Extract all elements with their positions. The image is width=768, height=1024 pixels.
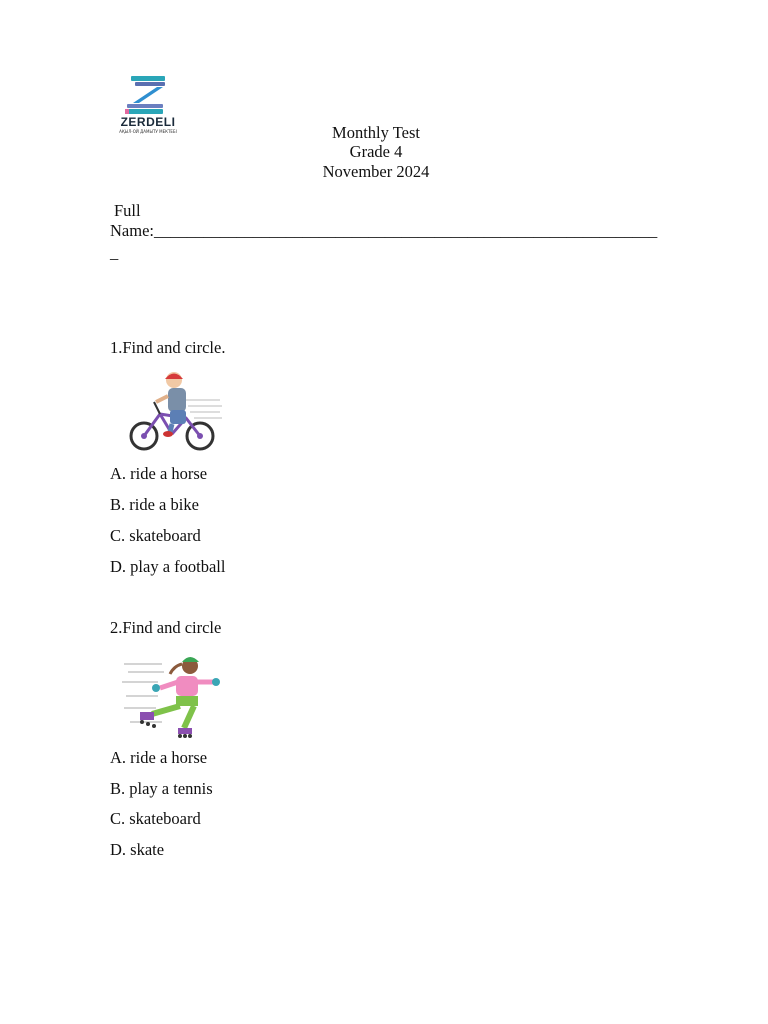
question-2-prompt: 2.Find and circle (110, 618, 222, 637)
question-1-prompt: 1.Find and circle. (110, 338, 226, 357)
q2-option-d[interactable]: D. skate (110, 840, 165, 859)
q2-option-a[interactable]: A. ride a horse (110, 748, 208, 767)
grade-label: Grade 4 (349, 142, 403, 161)
boy-riding-bike-icon (124, 370, 224, 456)
name-line-trailing: _ (110, 243, 119, 262)
girl-roller-skating-icon (122, 652, 232, 740)
q1-option-c[interactable]: C. skateboard (110, 526, 201, 545)
q2-option-c[interactable]: C. skateboard (110, 809, 201, 828)
q2-option-b[interactable]: B. play a tennis (110, 779, 213, 798)
name-input-line[interactable]: Name:_____________________________________________________________ (110, 221, 658, 240)
name-label-full: Full (114, 201, 141, 220)
logo-text: ZERDELI (120, 115, 176, 129)
q1-option-a[interactable]: A. ride a horse (110, 464, 208, 483)
books-logo-icon (117, 74, 181, 116)
q1-option-d[interactable]: D. play a football (110, 557, 226, 576)
logo-subtext: АҚЫЛ-ОЙ ДАМЫТУ МЕКТЕБІ (119, 129, 177, 134)
skater-image (122, 652, 232, 740)
bike-rider-image (124, 370, 224, 456)
test-date: November 2024 (322, 162, 430, 181)
q1-option-b[interactable]: B. ride a bike (110, 495, 199, 514)
zerdeli-logo (117, 74, 181, 138)
test-title: Monthly Test (332, 123, 420, 142)
